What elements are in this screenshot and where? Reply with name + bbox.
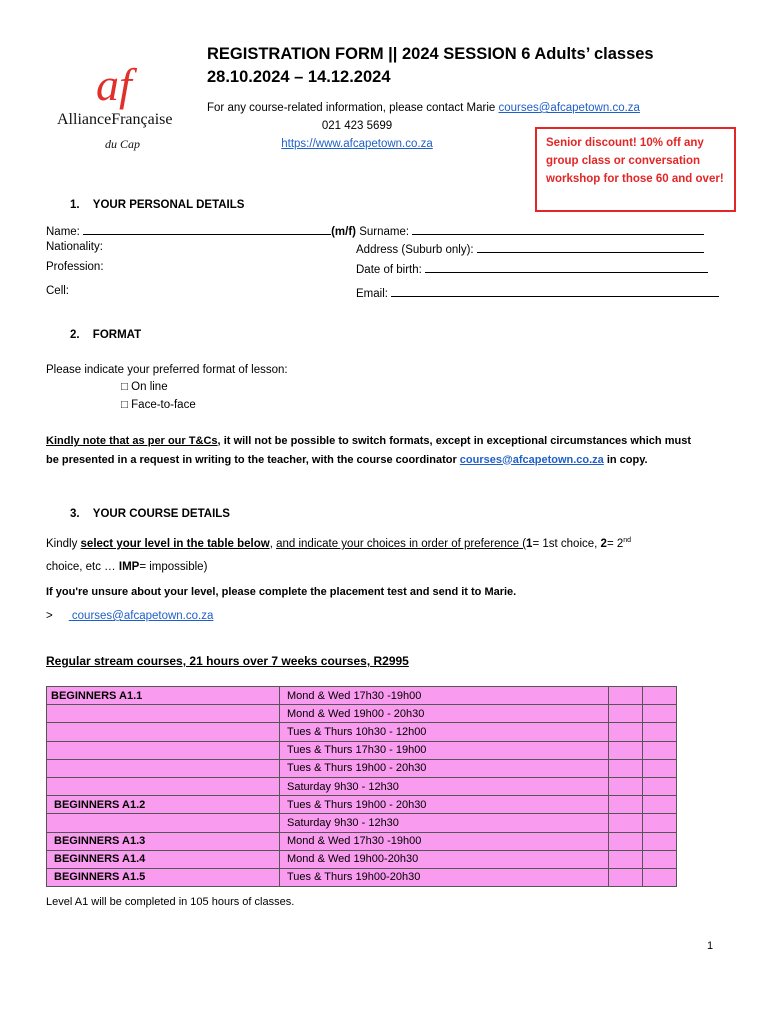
table-row: [47, 705, 677, 723]
placement-email-link[interactable]: courses@afcapetown.co.za: [68, 610, 214, 622]
title-line-1: REGISTRATION FORM || 2024 SESSION 6 Adults’ classes: [207, 45, 654, 63]
time-cell: Mond & Wed 17h30 -19h00: [280, 832, 609, 850]
logo-subtitle: du Cap: [105, 137, 141, 151]
instr-text: = 1st choice,: [532, 537, 601, 550]
level-cell: [47, 705, 280, 723]
profession-label: Profession:: [46, 261, 104, 273]
section1-heading: [70, 199, 244, 211]
time-cell: Mond & Wed 19h00-20h30: [280, 850, 609, 868]
instr-order: and indicate your choices in order of preference (: [276, 537, 527, 550]
format-option-online[interactable]: [121, 381, 168, 393]
title-line-2: 28.10.2024 – 14.12.2024: [207, 68, 391, 86]
level-cell: [47, 814, 280, 832]
choice-cell[interactable]: [609, 796, 643, 814]
choice-cell-2[interactable]: [643, 832, 677, 850]
option-face-label: Face-to-face: [131, 399, 196, 411]
page-title: [207, 43, 654, 89]
mf-label: (m/f): [331, 226, 356, 238]
level-cell: [47, 741, 280, 759]
time-cell: Tues & Thurs 17h30 - 19h00: [280, 741, 609, 759]
table-row: [47, 796, 677, 814]
time-cell: Tues & Thurs 19h00 - 20h30: [280, 759, 609, 777]
logo-af-glyph: af: [96, 59, 132, 110]
instr-select-level: select your level in the table below: [80, 537, 270, 550]
table-row: [47, 832, 677, 850]
choice-cell-2[interactable]: [643, 814, 677, 832]
table-row: [47, 814, 677, 832]
name-row: [46, 223, 704, 238]
choice-cell-2[interactable]: [643, 850, 677, 868]
table-heading: Regular stream courses, 21 hours over 7 weeks courses, R2995: [46, 654, 409, 668]
level-cell: BEGINNERS A1.3: [47, 832, 280, 850]
placement-email-row: [46, 610, 213, 622]
choice-cell[interactable]: [609, 868, 643, 886]
table-footnote: Level A1 will be completed in 105 hours of classes.: [46, 896, 295, 908]
placement-test-note: If you're unsure about your level, please complete the placement test and send it to Marie.: [46, 586, 517, 598]
time-cell: Saturday 9h30 - 12h30: [280, 814, 609, 832]
nationality-label: Nationality:: [46, 241, 103, 253]
time-cell: Saturday 9h30 - 12h30: [280, 777, 609, 795]
dob-row: [356, 261, 708, 276]
choice-cell[interactable]: [609, 759, 643, 777]
time-cell: Mond & Wed 17h30 -19h00: [280, 687, 609, 705]
table-row: [47, 777, 677, 795]
checkbox-icon[interactable]: □: [121, 399, 128, 411]
level-cell: BEGINNERS A1.1: [47, 687, 280, 705]
note-email-link[interactable]: courses@afcapetown.co.za: [459, 453, 604, 466]
choice-cell[interactable]: [609, 723, 643, 741]
format-note: [46, 432, 691, 469]
choice-cell-2[interactable]: [643, 777, 677, 795]
instr-one: 1: [526, 537, 533, 550]
table-row: [47, 723, 677, 741]
level-cell: BEGINNERS A1.2: [47, 796, 280, 814]
senior-discount-box: Senior discount! 10% off any group class or conversation workshop for those 60 and over!: [535, 127, 736, 212]
surname-field[interactable]: [412, 223, 704, 235]
note-underlined: Kindly note that as per our T&Cs: [46, 435, 218, 447]
time-cell: Tues & Thurs 19h00-20h30: [280, 868, 609, 886]
level-cell: [47, 777, 280, 795]
contact-prefix: For any course-related information, please contact Marie: [207, 102, 499, 114]
dob-field[interactable]: [425, 261, 708, 273]
arrow-icon: >: [46, 610, 53, 622]
choice-cell-2[interactable]: [643, 723, 677, 741]
section3-title: YOUR COURSE DETAILS: [92, 508, 230, 520]
choice-cell-2[interactable]: [643, 741, 677, 759]
section2-number: 2.: [70, 329, 80, 341]
email-label: Email:: [356, 288, 392, 300]
course-instructions-2: [46, 561, 207, 573]
contact-email-link[interactable]: courses@afcapetown.co.za: [498, 102, 640, 114]
email-row: [356, 285, 719, 300]
section2-heading: [70, 329, 141, 341]
format-option-face-to-face[interactable]: [121, 399, 196, 411]
address-field[interactable]: [477, 241, 704, 253]
format-prompt: Please indicate your preferred format of lesson:: [46, 364, 288, 376]
course-instructions-1: [46, 537, 631, 550]
time-cell: Tues & Thurs 10h30 - 12h00: [280, 723, 609, 741]
instr-text: ,: [269, 537, 277, 550]
page-number: 1: [707, 940, 714, 952]
note-body: , it will not be possible to switch formats, except in exceptional circumstances which must be presented in a request in writing to the teacher, with the course coordinator: [46, 435, 691, 466]
table-row: [47, 687, 677, 705]
level-cell: BEGINNERS A1.5: [47, 868, 280, 886]
choice-cell[interactable]: [609, 777, 643, 795]
choice-cell-2[interactable]: [643, 759, 677, 777]
time-cell: Tues & Thurs 19h00 - 20h30: [280, 796, 609, 814]
checkbox-icon[interactable]: □: [121, 381, 128, 393]
name-label: Name:: [46, 226, 84, 238]
instr-text: = impossible): [139, 561, 208, 573]
section3-number: 3.: [70, 508, 80, 520]
address-row: [356, 241, 704, 256]
instr-sup: nd: [623, 537, 632, 544]
choice-cell[interactable]: [609, 741, 643, 759]
dob-label: Date of birth:: [356, 264, 426, 276]
instr-imp: IMP: [118, 561, 140, 573]
table-row: [47, 850, 677, 868]
email-field[interactable]: [391, 285, 719, 297]
instr-text: Kindly: [46, 537, 81, 550]
choice-cell[interactable]: [609, 705, 643, 723]
surname-label: Surname:: [356, 226, 413, 238]
choice-cell[interactable]: [609, 814, 643, 832]
instr-text: = 2: [606, 537, 624, 550]
choice-cell[interactable]: [609, 850, 643, 868]
table-row: [47, 759, 677, 777]
section1-title: YOUR PERSONAL DETAILS: [92, 199, 245, 211]
instr-text: choice, etc …: [46, 561, 119, 573]
time-cell: Mond & Wed 19h00 - 20h30: [280, 705, 609, 723]
choice-cell[interactable]: [609, 832, 643, 850]
level-cell: [47, 723, 280, 741]
alliance-francaise-logo-mark: [88, 56, 158, 114]
website-link[interactable]: https://www.afcapetown.co.za: [281, 138, 433, 150]
note-end: in copy.: [603, 453, 648, 466]
choice-cell-2[interactable]: [643, 687, 677, 705]
contact-phone: 021 423 5699: [321, 120, 393, 132]
section3-heading: [70, 508, 230, 520]
level-cell: [47, 759, 280, 777]
cell-label: Cell:: [46, 285, 70, 297]
name-field[interactable]: [83, 223, 331, 235]
address-label: Address (Suburb only):: [356, 244, 477, 256]
course-table: [46, 686, 677, 887]
choice-cell[interactable]: [609, 687, 643, 705]
table-row: [47, 868, 677, 886]
choice-cell-2[interactable]: [643, 868, 677, 886]
choice-cell-2[interactable]: [643, 796, 677, 814]
section2-title: FORMAT: [92, 329, 142, 341]
table-row: [47, 741, 677, 759]
logo-name: AllianceFrançaise: [57, 111, 173, 128]
choice-cell-2[interactable]: [643, 705, 677, 723]
section1-number: 1.: [70, 199, 80, 211]
level-cell: BEGINNERS A1.4: [47, 850, 280, 868]
option-online-label: On line: [131, 381, 168, 393]
instr-two: 2: [600, 537, 607, 550]
